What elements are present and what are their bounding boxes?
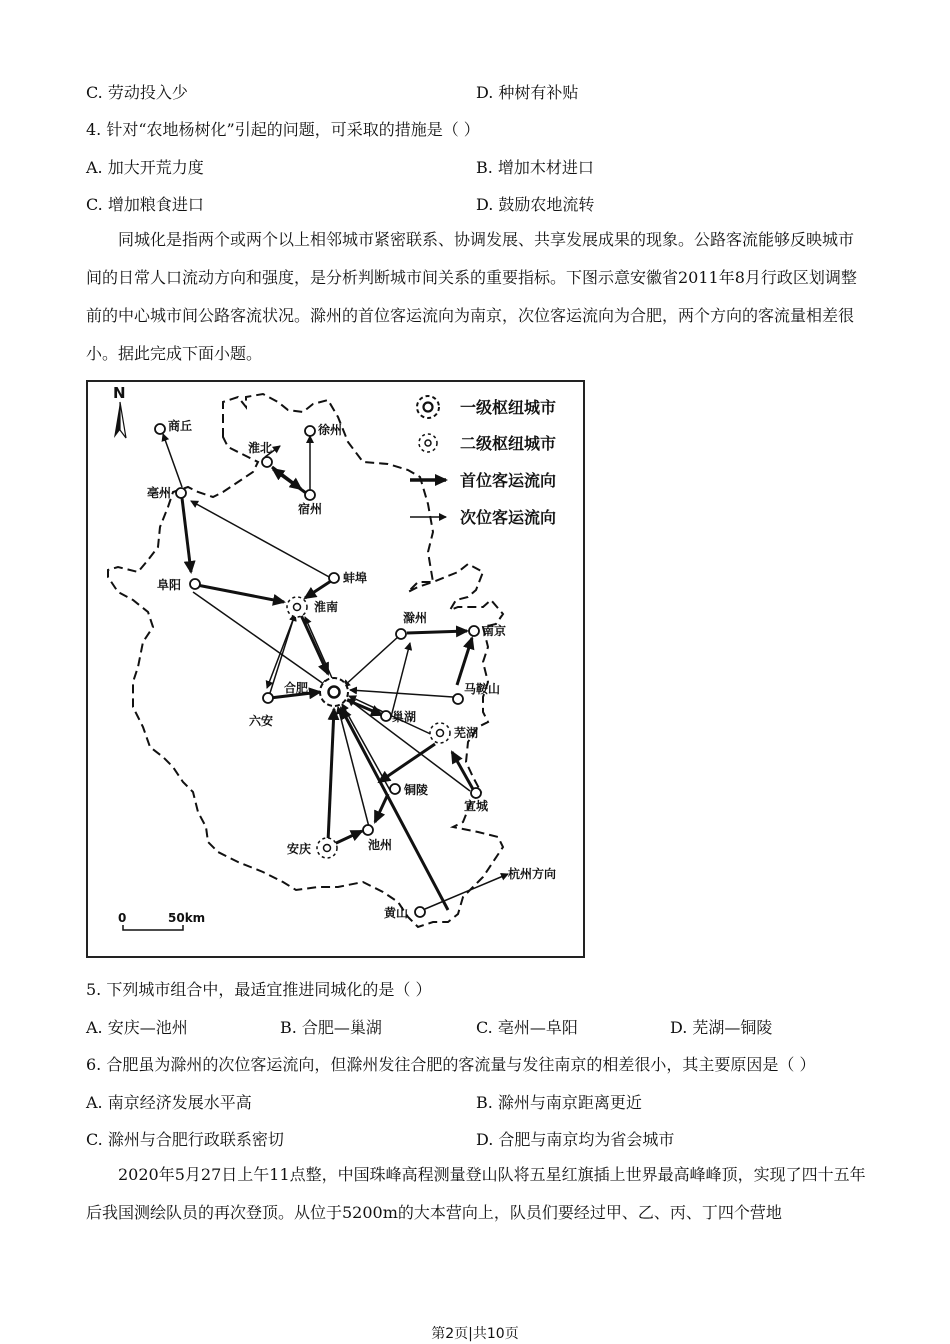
q6-option-d: D. 合肥与南京均为省会城市 — [476, 1130, 675, 1149]
q5-option-a: A. 安庆—池州 — [86, 1018, 188, 1037]
q3-option-d: D. 种树有补贴 — [476, 83, 579, 102]
legend-secondary: 次位客运流向 — [460, 508, 557, 527]
flow-arrows — [163, 434, 508, 910]
anhui-passenger-flow-map — [86, 380, 585, 958]
q3-option-c: C. 劳动投入少 — [86, 83, 188, 102]
label-anqing: 安庆 — [287, 842, 312, 856]
label-fuyang: 阜阳 — [157, 578, 182, 592]
label-bozhou: 亳州 — [147, 486, 172, 500]
label-liuan: 六安 — [249, 714, 274, 728]
label-chuzhou: 滁州 — [403, 611, 428, 625]
q5-option-c: C. 亳州—阜阳 — [476, 1018, 578, 1037]
q6-option-a: A. 南京经济发展水平高 — [86, 1093, 252, 1112]
q4-option-a: A. 加大开荒力度 — [86, 158, 204, 177]
passage-everest: 2020年5月27日上午11点整，中国珠峰高程测量登山队将五星红旗插上世界最高峰峰顶，实现了四十五年后我国测绘队员的再次登顶。从位于5200m的大本营向上，队员们要经过甲、乙、丙、丁四个营地 — [86, 1165, 866, 1222]
q4-option-d: D. 鼓励农地流转 — [476, 195, 595, 214]
label-chizhou: 池州 — [368, 838, 393, 852]
passage-urbanization: 同城化是指两个或两个以上相邻城市紧密联系、协调发展、共享发展成果的现象。公路客流能够反映城市间的日常人口流动方向和强度，是分析判断城市间关系的重要指标。下图示意安徽省2011年8月行政区划调整前的中心城市间公路客流状况。滁州的首位客运流向为南京，次位客运流向为合肥，两个方向的客流量相差很小。据此完成下面小题。 — [86, 230, 857, 363]
label-huangshan: 黄山 — [384, 906, 409, 920]
q4-option-b: B. 增加木材进口 — [476, 158, 594, 177]
legend-hub1: 一级枢纽城市 — [460, 398, 557, 417]
svg-text:0: 0 — [118, 911, 127, 925]
label-tongling: 铜陵 — [404, 783, 429, 797]
city-labels — [147, 418, 556, 920]
label-suzhou: 宿州 — [298, 502, 323, 516]
label-maanshan: 马鞍山 — [464, 682, 501, 696]
legend-primary: 首位客运流向 — [460, 471, 557, 490]
label-shangqiu: 商丘 — [168, 419, 193, 433]
label-bengbu: 蚌埠 — [343, 571, 368, 585]
label-nanjing: 南京 — [482, 624, 507, 638]
label-wuhu: 芜湖 — [454, 726, 479, 740]
label-chaohu: 巢湖 — [392, 710, 417, 724]
q6-stem: 6. 合肥虽为滁州的次位客运流向，但滁州发往合肥的客流量与发往南京的相差很小，其主要原因是（ ） — [86, 1055, 816, 1074]
q5-stem: 5. 下列城市组合中，最适宜推进同城化的是（ ） — [86, 980, 432, 999]
q4-stem: 4. 针对“农地杨树化”引起的问题，可采取的措施是（ ） — [86, 120, 480, 139]
label-huainan: 淮南 — [314, 600, 339, 614]
north-arrow-icon — [113, 384, 126, 438]
map-legend — [410, 396, 556, 527]
q4-option-c: C. 增加粮食进口 — [86, 195, 204, 214]
q6-option-b: B. 滁州与南京距离更近 — [476, 1093, 642, 1112]
q5-option-b: B. 合肥—巢湖 — [280, 1018, 382, 1037]
legend-hub2: 二级枢纽城市 — [460, 434, 557, 453]
page-footer: 第2页|共10页 — [431, 1326, 519, 1342]
scale-bar — [118, 911, 205, 930]
north-label: N — [113, 384, 126, 402]
label-hangzhou-direction: 杭州方向 — [508, 867, 557, 881]
q5-option-d: D. 芜湖—铜陵 — [670, 1018, 773, 1037]
label-hefei: 合肥 — [284, 681, 309, 695]
label-xuzhou: 徐州 — [318, 423, 343, 437]
q6-option-c: C. 滁州与合肥行政联系密切 — [86, 1130, 284, 1149]
svg-text:50km: 50km — [168, 911, 206, 925]
label-xuancheng: 宣城 — [464, 799, 489, 813]
label-huaibei: 淮北 — [248, 441, 273, 455]
